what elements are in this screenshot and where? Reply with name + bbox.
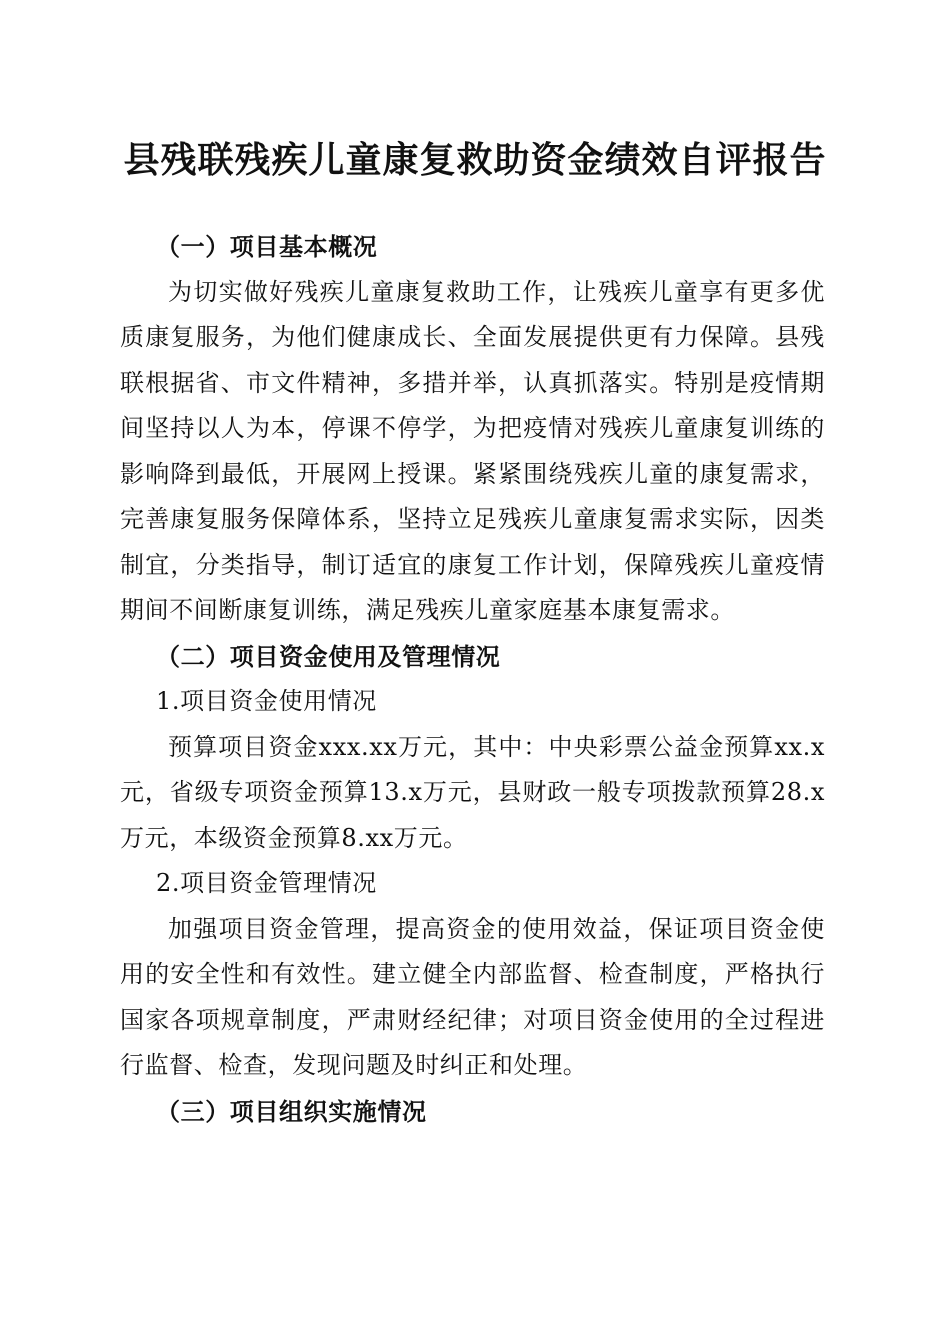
paragraph-fund-usage: 预算项目资金xxx.xx万元，其中：中央彩票公益金预算xx.x元，省级专项资金预算13.x万元，县财政一般专项拨款预算28.x万元，本级资金预算8.xx万元。 <box>120 732 825 852</box>
paragraph-basic-overview: 为切实做好残疾儿童康复救助工作，让残疾儿童享有更多优质康复服务，为他们健康成长、全面发展提供更有力保障。县残联根据省、市文件精神，多措并举，认真抓落实。特别是疫情期间坚持以人为本，停课不停学，为把疫情对残疾儿童康复训练的影响降到最低，开展网上授课。紧紧围绕残疾儿童的康复需求，完善康复服务保障体系，坚持立足残疾儿童康复需求实际，因类制宜，分类指导，制订适宜的康复工作计划，保障残疾儿童疫情期间不间断康复训练，满足残疾儿童家庭基本康复需求。 <box>120 277 825 624</box>
section-heading-fund-usage-management: （二）项目资金使用及管理情况 <box>156 641 501 671</box>
section-heading-implementation: （三）项目组织实施情况 <box>156 1096 427 1126</box>
section-heading-basic-overview: （一）项目基本概况 <box>156 232 378 261</box>
subheading-fund-management: 2.项目资金管理情况 <box>156 869 377 897</box>
document-body <box>120 224 825 1134</box>
document-title: 县残联残疾儿童康复救助资金绩效自评报告 <box>123 139 827 181</box>
subheading-fund-usage: 1.项目资金使用情况 <box>156 687 377 715</box>
paragraph-fund-management: 加强项目资金管理，提高资金的使用效益，保证项目资金使用的安全性和有效性。建立健全内部监督、检查制度，严格执行国家各项规章制度，严肃财经纪律；对项目资金使用的全过程进行监督、检查，发现问题及时纠正和处理。 <box>120 914 825 1079</box>
